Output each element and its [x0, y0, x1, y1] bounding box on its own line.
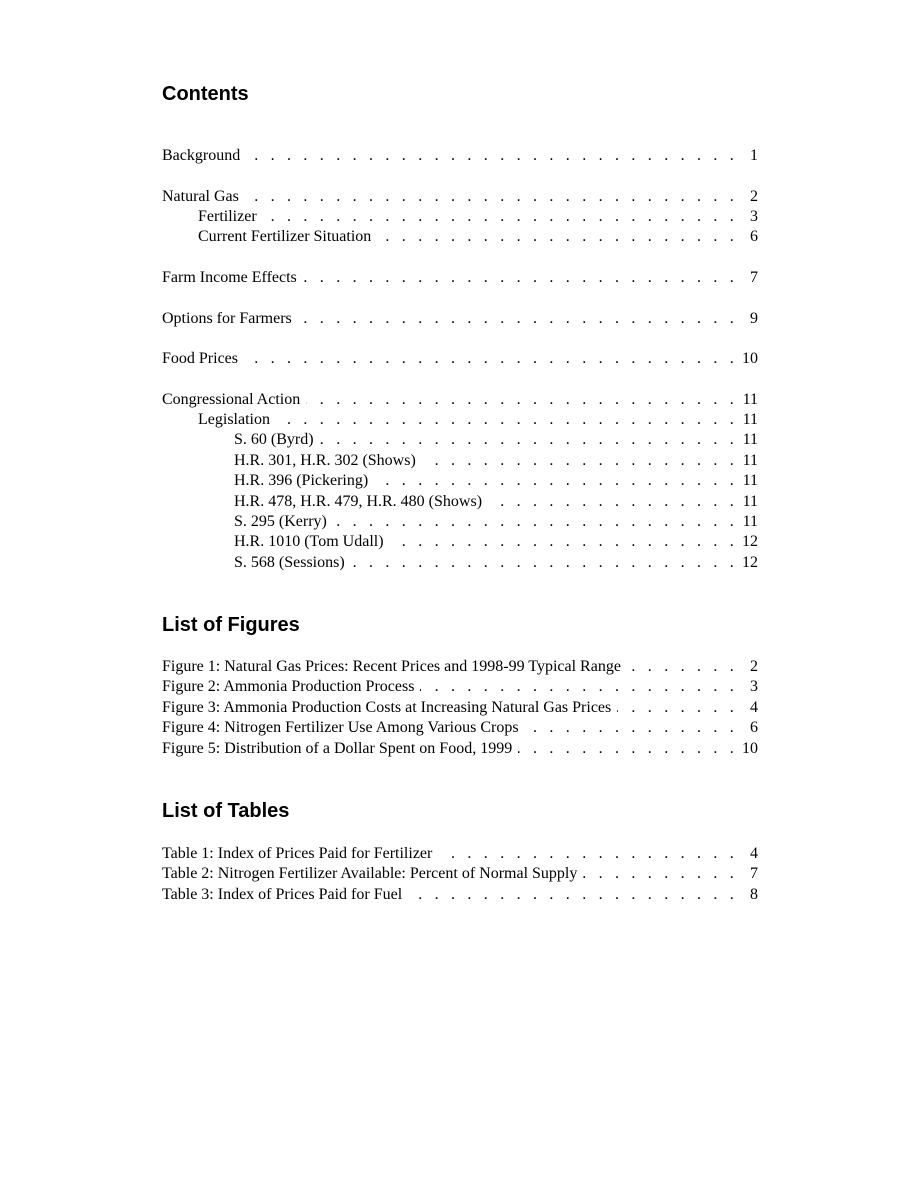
table-entry-page: 4	[750, 845, 758, 862]
toc-entry[interactable]	[162, 430, 758, 450]
figure-entry-page: 3	[750, 678, 758, 696]
toc-entry[interactable]	[162, 471, 758, 491]
dot-leader	[525, 718, 738, 738]
dot-leader	[377, 227, 738, 247]
figure-entry[interactable]	[162, 657, 758, 677]
toc-entry-title: Options for Farmers	[162, 309, 292, 327]
dot-leader	[518, 739, 738, 759]
toc-entry-page: 3	[750, 207, 758, 225]
figure-entry-page: 6	[750, 719, 758, 737]
dot-leader	[333, 512, 738, 532]
contents-heading: Contents	[162, 83, 249, 105]
toc-entry[interactable]	[162, 268, 758, 288]
toc-entry-page: 9	[750, 309, 758, 327]
dot-leader	[617, 698, 738, 718]
figure-entry-page: 4	[750, 698, 758, 716]
dot-leader	[351, 553, 738, 573]
dot-leader	[320, 430, 738, 450]
figure-entry-title: Figure 4: Nitrogen Fertilizer Use Among Various Crops	[162, 719, 519, 737]
toc-entry[interactable]	[162, 410, 758, 430]
toc-entry-page: 11	[742, 390, 758, 408]
dot-leader	[244, 349, 738, 369]
toc-entry-title: Legislation	[198, 411, 270, 429]
table-entry[interactable]	[162, 864, 758, 884]
dot-leader	[276, 410, 738, 430]
figure-entry-title: Figure 3: Ammonia Production Costs at Increasing Natural Gas Prices	[162, 698, 612, 716]
dot-leader	[303, 268, 738, 288]
toc-entry[interactable]	[162, 553, 758, 573]
dot-leader	[374, 471, 738, 491]
table-entry-title: Table 2: Nitrogen Fertilizer Available: Percent of Normal Supply	[162, 865, 578, 883]
toc-entry-title: Fertilizer	[198, 207, 257, 225]
toc-entry[interactable]	[162, 390, 758, 410]
figure-entry-title: Figure 2: Ammonia Production Process	[162, 678, 415, 696]
toc-entry-title: Food Prices	[162, 350, 238, 368]
figure-entry[interactable]	[162, 677, 758, 697]
toc-entry-title: Background	[162, 147, 241, 164]
toc-entry-page: 1	[750, 147, 758, 164]
contents-list	[162, 146, 758, 573]
dot-leader	[408, 885, 738, 905]
table-entry[interactable]	[162, 844, 758, 864]
toc-entry-page: 11	[742, 492, 758, 510]
dot-leader	[420, 677, 738, 697]
toc-entry-title: H.R. 1010 (Tom Udall)	[234, 533, 384, 551]
list-of-tables-heading: List of Tables	[162, 800, 290, 822]
toc-entry-title: H.R. 301, H.R. 302 (Shows)	[234, 451, 416, 469]
figure-entry-page: 2	[750, 658, 758, 675]
toc-entry-title: H.R. 478, H.R. 479, H.R. 480 (Shows)	[234, 492, 483, 510]
dot-leader	[245, 187, 738, 207]
toc-entry-page: 11	[742, 431, 758, 449]
toc-entry-title: S. 568 (Sessions)	[234, 553, 345, 571]
toc-entry[interactable]	[162, 451, 758, 471]
dot-leader	[488, 492, 738, 512]
toc-entry-title: Current Fertilizer Situation	[198, 228, 372, 246]
table-entry[interactable]	[162, 885, 758, 905]
toc-entry-page: 12	[742, 553, 758, 571]
toc-entry-page: 7	[750, 268, 758, 286]
toc-entry[interactable]	[162, 532, 758, 552]
toc-entry-title: Farm Income Effects	[162, 268, 297, 286]
dot-leader	[583, 864, 738, 884]
toc-entry-page: 6	[750, 228, 758, 246]
toc-entry-title: S. 60 (Byrd)	[234, 431, 314, 449]
table-entry-page: 7	[750, 865, 758, 883]
toc-entry[interactable]	[162, 492, 758, 512]
dot-leader	[246, 146, 738, 166]
list-of-figures-heading: List of Figures	[162, 614, 300, 636]
figure-entry[interactable]	[162, 718, 758, 738]
toc-entry-title: S. 295 (Kerry)	[234, 513, 327, 531]
figures-list	[162, 657, 758, 759]
toc-entry[interactable]	[162, 309, 758, 329]
toc-entry-page: 11	[742, 472, 758, 490]
toc-entry-page: 2	[750, 187, 758, 205]
dot-leader	[263, 207, 738, 227]
toc-entry-title: Congressional Action	[162, 390, 301, 408]
toc-entry[interactable]	[162, 512, 758, 532]
dot-leader	[390, 532, 738, 552]
toc-entry-page: 12	[742, 533, 758, 551]
dot-leader	[298, 309, 738, 329]
toc-entry-page: 10	[742, 350, 758, 368]
toc-entry[interactable]	[162, 207, 758, 227]
table-entry-page: 8	[750, 885, 758, 903]
figure-entry[interactable]	[162, 698, 758, 718]
toc-entry-page: 11	[742, 513, 758, 531]
toc-entry[interactable]	[162, 146, 758, 166]
toc-entry[interactable]	[162, 227, 758, 247]
toc-entry-page: 11	[742, 451, 758, 469]
toc-entry-title: H.R. 396 (Pickering)	[234, 472, 369, 490]
tables-list	[162, 844, 758, 905]
toc-entry[interactable]	[162, 349, 758, 369]
dot-leader	[438, 844, 738, 864]
figure-entry[interactable]	[162, 739, 758, 759]
dot-leader	[627, 657, 738, 677]
table-entry-title: Table 1: Index of Prices Paid for Fertilizer	[162, 845, 433, 862]
toc-entry-page: 11	[742, 411, 758, 429]
dot-leader	[306, 390, 738, 410]
table-entry-title: Table 3: Index of Prices Paid for Fuel	[162, 885, 403, 903]
figure-entry-title: Figure 5: Distribution of a Dollar Spent on Food, 1999	[162, 739, 513, 757]
dot-leader	[422, 451, 738, 471]
figure-entry-title: Figure 1: Natural Gas Prices: Recent Prices and 1998-99 Typical Range	[162, 658, 621, 675]
toc-entry-title: Natural Gas	[162, 187, 239, 205]
figure-entry-page: 10	[742, 739, 758, 757]
toc-entry[interactable]	[162, 187, 758, 207]
